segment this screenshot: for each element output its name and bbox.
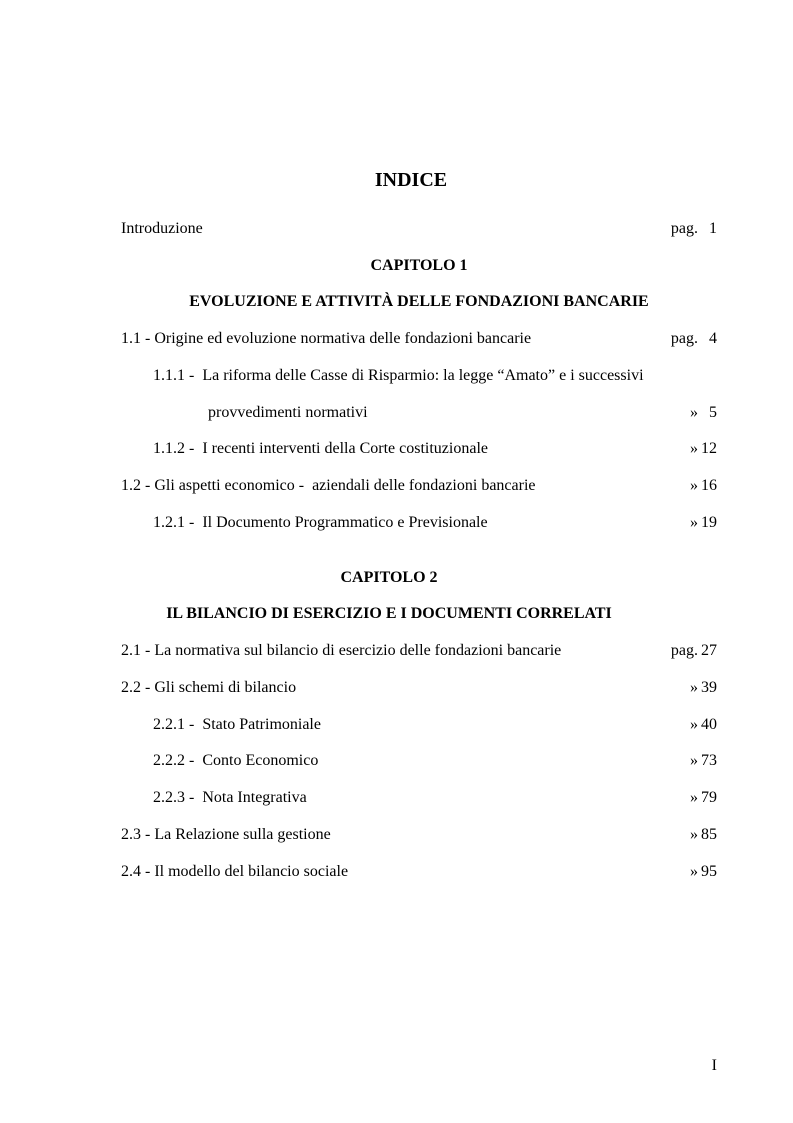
page-ref-number: 79: [701, 789, 717, 806]
page-ref-prefix: »: [690, 789, 698, 806]
page-ref-prefix: »: [690, 678, 698, 696]
toc-entry-label: 2.4 - Il modello del bilancio sociale: [121, 862, 349, 880]
toc-entry-1-1-1-line1: [113, 358, 717, 395]
page-ref-prefix: »: [690, 752, 698, 770]
toc-entry-label: 1.2.1 - Il Documento Programmatico e Previsionale: [153, 513, 488, 531]
toc-entry-label: 1.1 - Origine ed evoluzione normativa delle fondazioni bancarie: [121, 330, 532, 347]
page-ref-prefix: »: [690, 862, 698, 880]
page-ref-prefix: »: [690, 477, 698, 494]
toc-entry-page-ref: [671, 211, 717, 248]
page-ref-number: 39: [701, 678, 717, 696]
page-ref-number: 27: [701, 642, 717, 659]
toc-entry-1-2-1: [113, 505, 717, 542]
toc-entry-page-ref: [690, 395, 717, 432]
page-ref-number: 5: [709, 403, 717, 421]
page-ref-prefix: pag.: [670, 219, 698, 237]
toc-entry-1-1: [113, 321, 717, 358]
toc-entry-page-ref: [690, 431, 717, 468]
toc-entry-label: 1.2 - Gli aspetti economico - aziendali delle fondazioni bancarie: [121, 477, 536, 494]
toc-entry-2-2-1: [113, 707, 717, 744]
toc-entry-label: 1.1.2 - I recenti interventi della Corte costituzionale: [153, 440, 488, 458]
chapter-1-heading: CAPITOLO 1: [370, 256, 468, 274]
toc-entry-2-2: [113, 670, 717, 707]
toc-entry-label: 2.2.1 - Stato Patrimoniale: [153, 715, 321, 733]
toc-entry-label: 2.2.2 - Conto Economico: [153, 752, 319, 770]
page-ref-prefix: pag.: [670, 330, 698, 347]
page-ref-prefix: »: [690, 715, 698, 733]
page-ref-prefix: pag.: [670, 642, 698, 659]
toc-entry-page-ref: [690, 707, 717, 744]
toc-entry-1-2: [113, 468, 717, 505]
toc-entry-label: provvedimenti normativi: [208, 403, 368, 421]
page-ref-number: 95: [701, 862, 717, 880]
toc-entry-page-ref: [671, 321, 717, 358]
toc-entry-label: Introduzione: [121, 219, 203, 237]
toc-entry-page-ref: [690, 670, 717, 707]
page-title: INDICE: [374, 169, 448, 191]
toc-entry-2-3: [113, 817, 717, 854]
toc-entry-label: 2.2 - Gli schemi di bilancio: [121, 678, 297, 696]
toc-entry-label: 2.1 - La normativa sul bilancio di esercizio delle fondazioni bancarie: [121, 642, 562, 659]
toc-entry-2-2-3: [113, 780, 717, 817]
page-ref-prefix: »: [690, 513, 698, 531]
page-ref-prefix: »: [690, 403, 698, 421]
toc-entry-label: 2.2.3 - Nota Integrativa: [153, 789, 307, 806]
chapter-2-heading: CAPITOLO 2: [340, 568, 438, 586]
toc-entry-page-ref: [690, 743, 717, 780]
toc-entry-1-1-2: [113, 431, 717, 468]
page-ref-number: 1: [709, 219, 717, 237]
toc-content: [113, 0, 717, 890]
page-ref-number: 12: [701, 440, 717, 458]
page-ref-number: 19: [701, 513, 717, 531]
chapter-2-title: IL BILANCIO DI ESERCIZIO E I DOCUMENTI CORRELATI: [166, 605, 612, 623]
page-number: I: [711, 1057, 717, 1074]
toc-entry-page-ref: [690, 468, 717, 505]
page-ref-number: 85: [701, 825, 717, 843]
page-ref-prefix: »: [690, 440, 698, 458]
toc-entry-page-ref: [671, 633, 717, 670]
toc-entry-page-ref: [690, 780, 717, 817]
page-ref-prefix: »: [690, 825, 698, 843]
toc-entry-page-ref: [690, 505, 717, 542]
toc-entry-page-ref: [690, 817, 717, 854]
toc-entry-page-ref: [690, 854, 717, 891]
page-ref-number: 16: [701, 477, 717, 494]
page-ref-number: 40: [701, 715, 717, 733]
toc-entry-1-1-1-line2: [113, 395, 717, 432]
toc-entry-2-1: [113, 633, 717, 670]
toc-entry-2-2-2: [113, 743, 717, 780]
toc-entry-2-4: [113, 854, 717, 891]
toc-entry-label: 1.1.1 - La riforma delle Casse di Risparmio: la legge “Amato” e i successivi: [153, 366, 644, 384]
chapter-2-section: [113, 560, 717, 891]
page-ref-number: 4: [709, 330, 717, 347]
chapter-1-section: [113, 248, 717, 542]
toc-entry-label: 2.3 - La Relazione sulla gestione: [121, 825, 331, 843]
chapter-1-title: EVOLUZIONE E ATTIVITÀ DELLE FONDAZIONI BANCARIE: [189, 293, 649, 311]
toc-entry-introduzione: [113, 211, 717, 248]
page-ref-number: 73: [701, 752, 717, 770]
